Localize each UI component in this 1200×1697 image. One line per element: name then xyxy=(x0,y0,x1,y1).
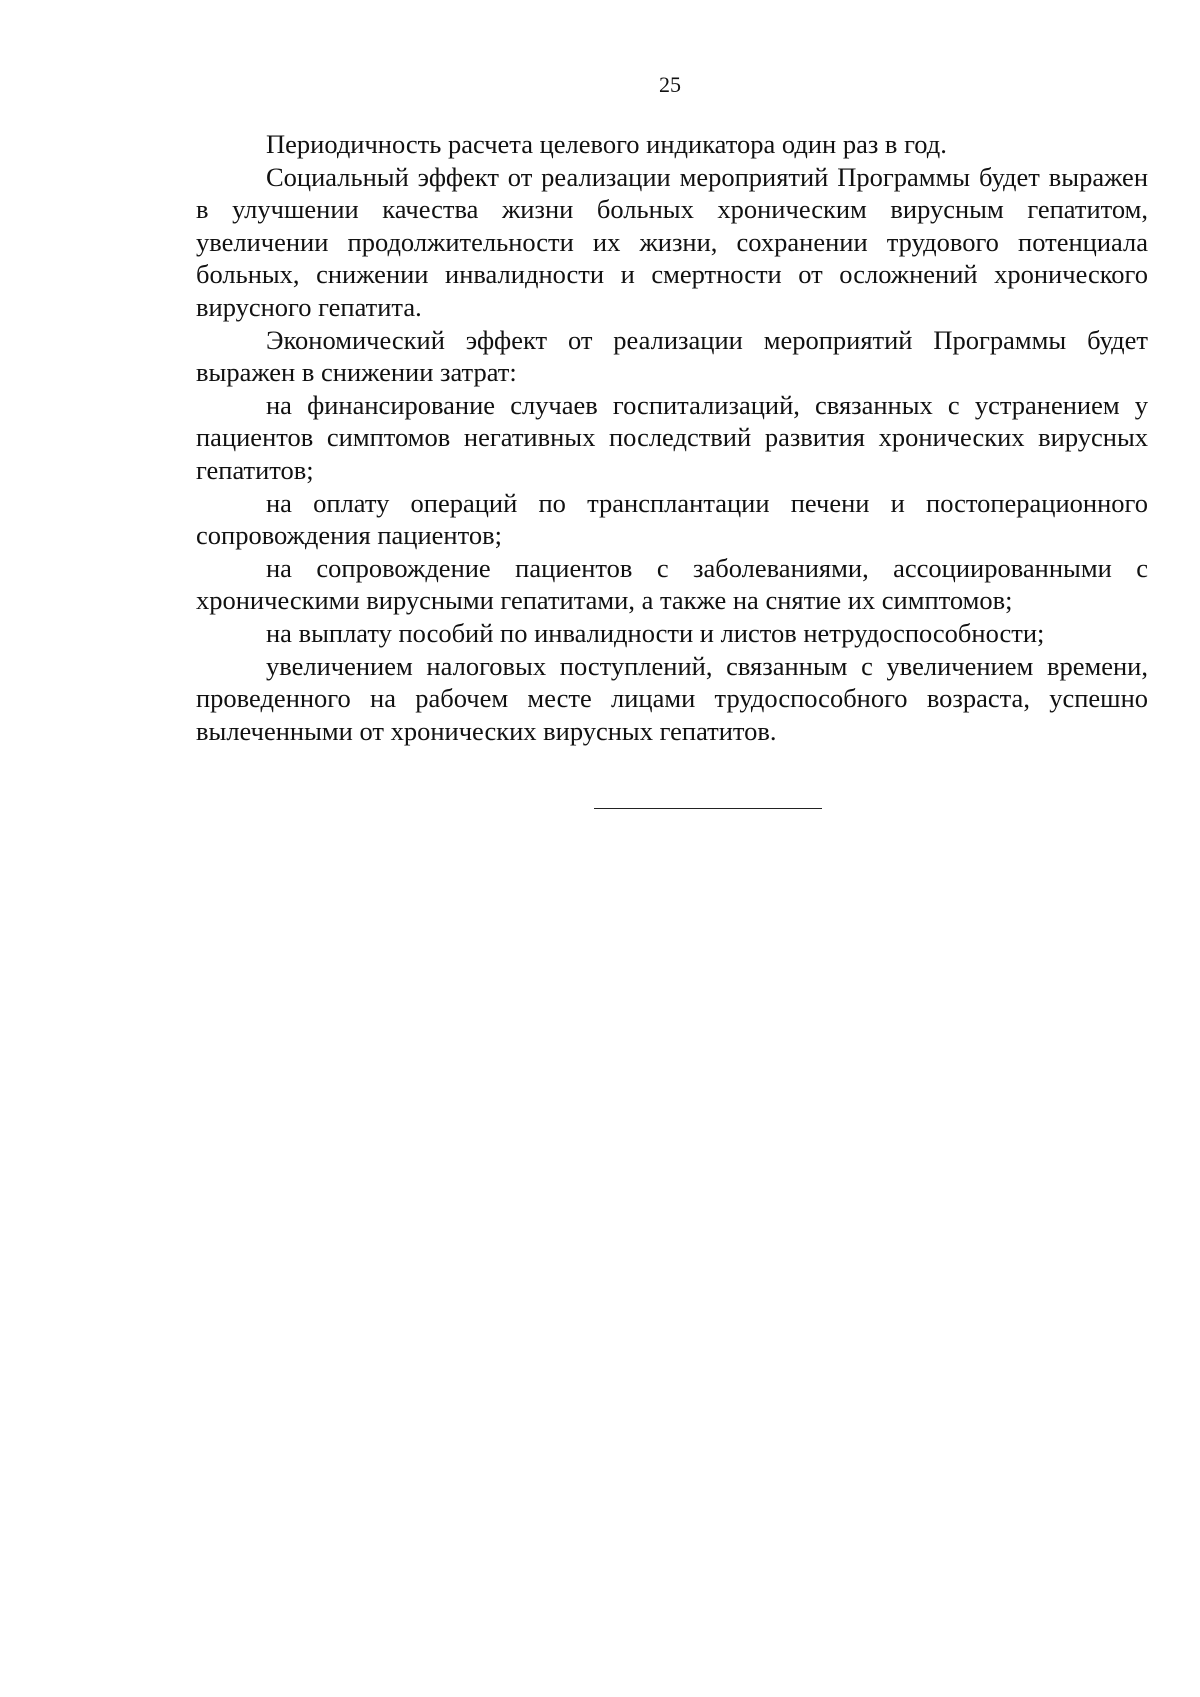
page-number: 25 xyxy=(659,72,681,97)
list-item-hospitalization-costs: на финансирование случаев госпитализаций, связанных с устранением у пациентов симптомов негативных последствий развития хронических вирусных гепатитов; xyxy=(196,389,1148,485)
list-item-transplant-costs: на оплату операций по трансплантации печени и постоперационного сопровождения пациентов; xyxy=(196,487,1148,551)
list-item-disability-payments: на выплату пособий по инвалидности и листов нетрудоспособности; xyxy=(266,617,1045,648)
paragraph-indicator-periodicity: Периодичность расчета целевого индикатора один раз в год. xyxy=(266,129,947,159)
paragraph-economic-effect: Экономический эффект от реализации мероприятий Программы будет выражен в снижении затрат: xyxy=(196,324,1148,388)
paragraph-social-effect: Социальный эффект от реализации мероприятий Программы будет выражен в улучшении качества жизни больных хроническим вирусным гепатитом, увеличении продолжительности их жизни, сохранении трудового потенциала больных, снижении инвалидности и смертности от осложнений хронического вирусного гепатита. xyxy=(196,161,1148,322)
list-item-associated-diseases: на сопровождение пациентов с заболеваниями, ассоциированными с хроническими вирусными гепатитами, а также на снятие их симптомов; xyxy=(196,552,1148,616)
document-body xyxy=(196,128,1148,747)
end-of-document-rule xyxy=(594,808,822,809)
list-item-tax-revenue: увеличением налоговых поступлений, связанным с увеличением времени, проведенного на рабочем месте лицами трудоспособного возраста, успешно вылеченными от хронических вирусных гепатитов. xyxy=(196,650,1148,746)
